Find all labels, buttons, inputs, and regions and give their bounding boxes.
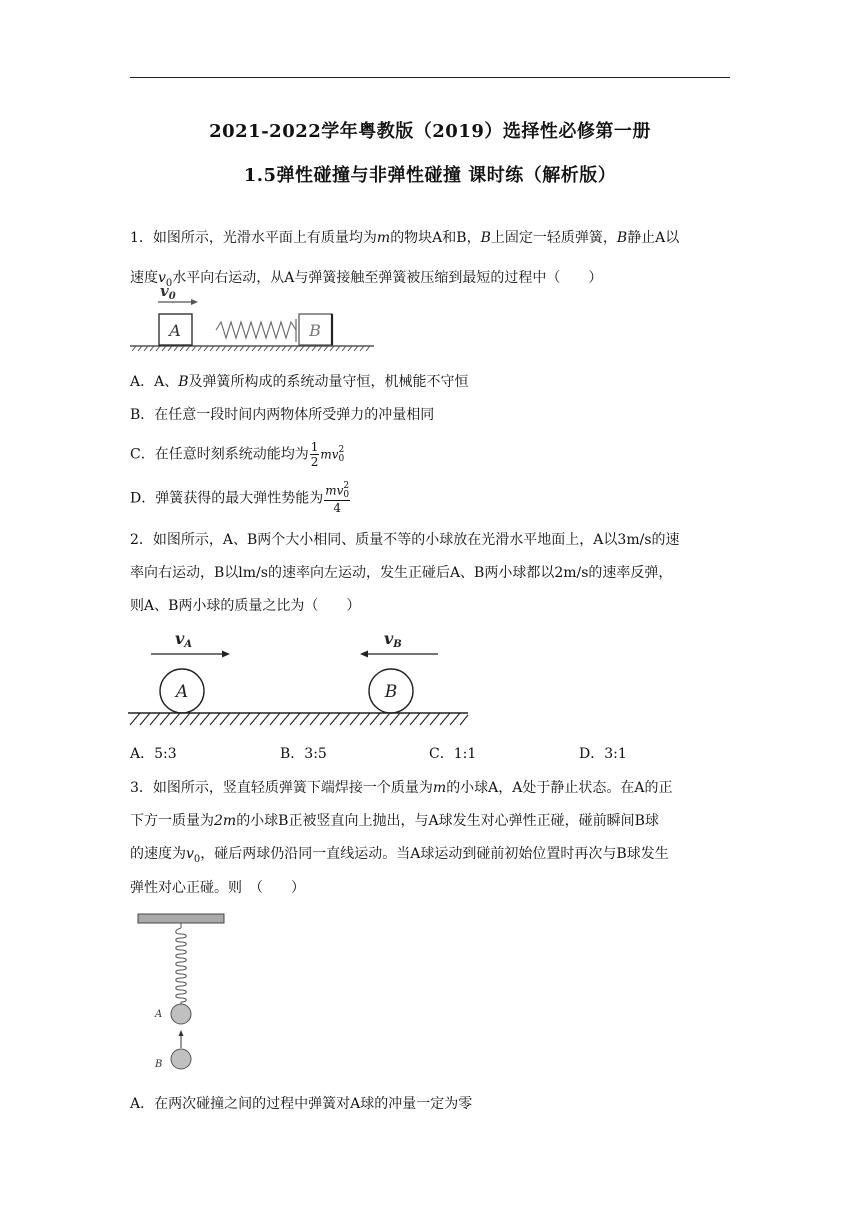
q1-block-a-label: A — [169, 321, 181, 340]
q2-stem-line1: 2．如图所示，A、B两个大小相同、质量不等的小球放在光滑水平地面上，A以3m/s的速 — [130, 532, 680, 548]
q1-block-b-label: B — [309, 321, 321, 340]
q1-stem-line1: 1．如图所示，光滑水平面上有质量均为m的物块A和B，B上固定一轻质弹簧，B静止A以 — [130, 230, 680, 246]
q3-stem-line3: 的速度为$v_0$，碰后两球仍沿同一直线运动。当A球运动到碰前初始位置时再次与B球发生 — [130, 846, 669, 865]
q2-option-b: B．3:5 — [280, 746, 327, 762]
q2-option-d: D．3:1 — [579, 746, 627, 762]
q3-figure — [130, 910, 230, 1075]
q1-spring — [216, 322, 296, 338]
q3-ceiling — [138, 914, 224, 923]
q2-option-a: A．5:3 — [130, 746, 177, 762]
q2-ball-a-label: A — [175, 682, 189, 702]
header-rule — [130, 77, 730, 78]
q3-stem-line2: 下方一质量为2m的小球B正被竖直向上抛出，与A球发生对心弹性正碰，碰前瞬间B球 — [130, 813, 659, 829]
q1-velocity-label: $v_0$ — [160, 282, 176, 302]
q2-options — [130, 744, 730, 764]
q2-stem-line2: 率向右运动，B以lm/s的速率向左运动，发生正碰后A、B两小球都以2m/s的速率反弹， — [130, 565, 673, 581]
q3-velocity-arrow — [179, 1030, 184, 1048]
q1-stem-line2: 速度$v_0$水平向右运动，从A与弹簧接触至弹簧被压缩到最短的过程中（ ） — [130, 270, 603, 289]
q2-va-arrow — [151, 651, 230, 658]
page-title: 2021-2022学年粤教版（2019）选择性必修第一册 — [209, 121, 651, 142]
q2-figure — [128, 625, 470, 735]
q2-vb-label: vB — [384, 629, 402, 650]
q1-option-c: C．在任意时刻系统动能均为 $\frac{1}{2}$ mv 2 0 — [130, 440, 345, 469]
q3-ball-b — [171, 1049, 191, 1069]
q1-option-b: B．在任意一段时间内两物体所受弹力的冲量相同 — [130, 407, 435, 423]
q3-stem-line1: 3．如图所示，竖直轻质弹簧下端焊接一个质量为m的小球A，A处于静止状态。在A的正 — [130, 780, 673, 796]
q2-stem-line3: 则A、B两小球的质量之比为（ ） — [130, 598, 361, 614]
q1-option-d: D．弹簧获得的最大弹性势能为 mv 2 0 4 — [130, 481, 350, 515]
q2-option-c: C．1:1 — [429, 746, 477, 762]
q2-ground — [128, 713, 468, 725]
q1-figure — [128, 283, 378, 355]
q3-stem-line4: 弹性对心正碰。则 （ ） — [130, 880, 305, 896]
q3-option-a: A．在两次碰撞之间的过程中弹簧对A球的冲量一定为零 — [130, 1096, 473, 1112]
q1-ground — [130, 346, 374, 351]
q2-ball-b-label: B — [384, 682, 398, 702]
q3-ball-a — [171, 1004, 191, 1024]
q1-option-a: A．A、B及弹簧所构成的系统动量守恒，机械能不守恒 — [130, 374, 469, 390]
q3-ball-a-label: A — [155, 1009, 163, 1020]
page-subtitle: 1.5弹性碰撞与非弹性碰撞 课时练（解析版） — [243, 165, 617, 186]
q3-ball-b-label: B — [155, 1059, 163, 1070]
q3-spring — [176, 928, 187, 1002]
q2-va-label: vA — [175, 629, 193, 650]
q2-vb-arrow — [360, 651, 438, 658]
